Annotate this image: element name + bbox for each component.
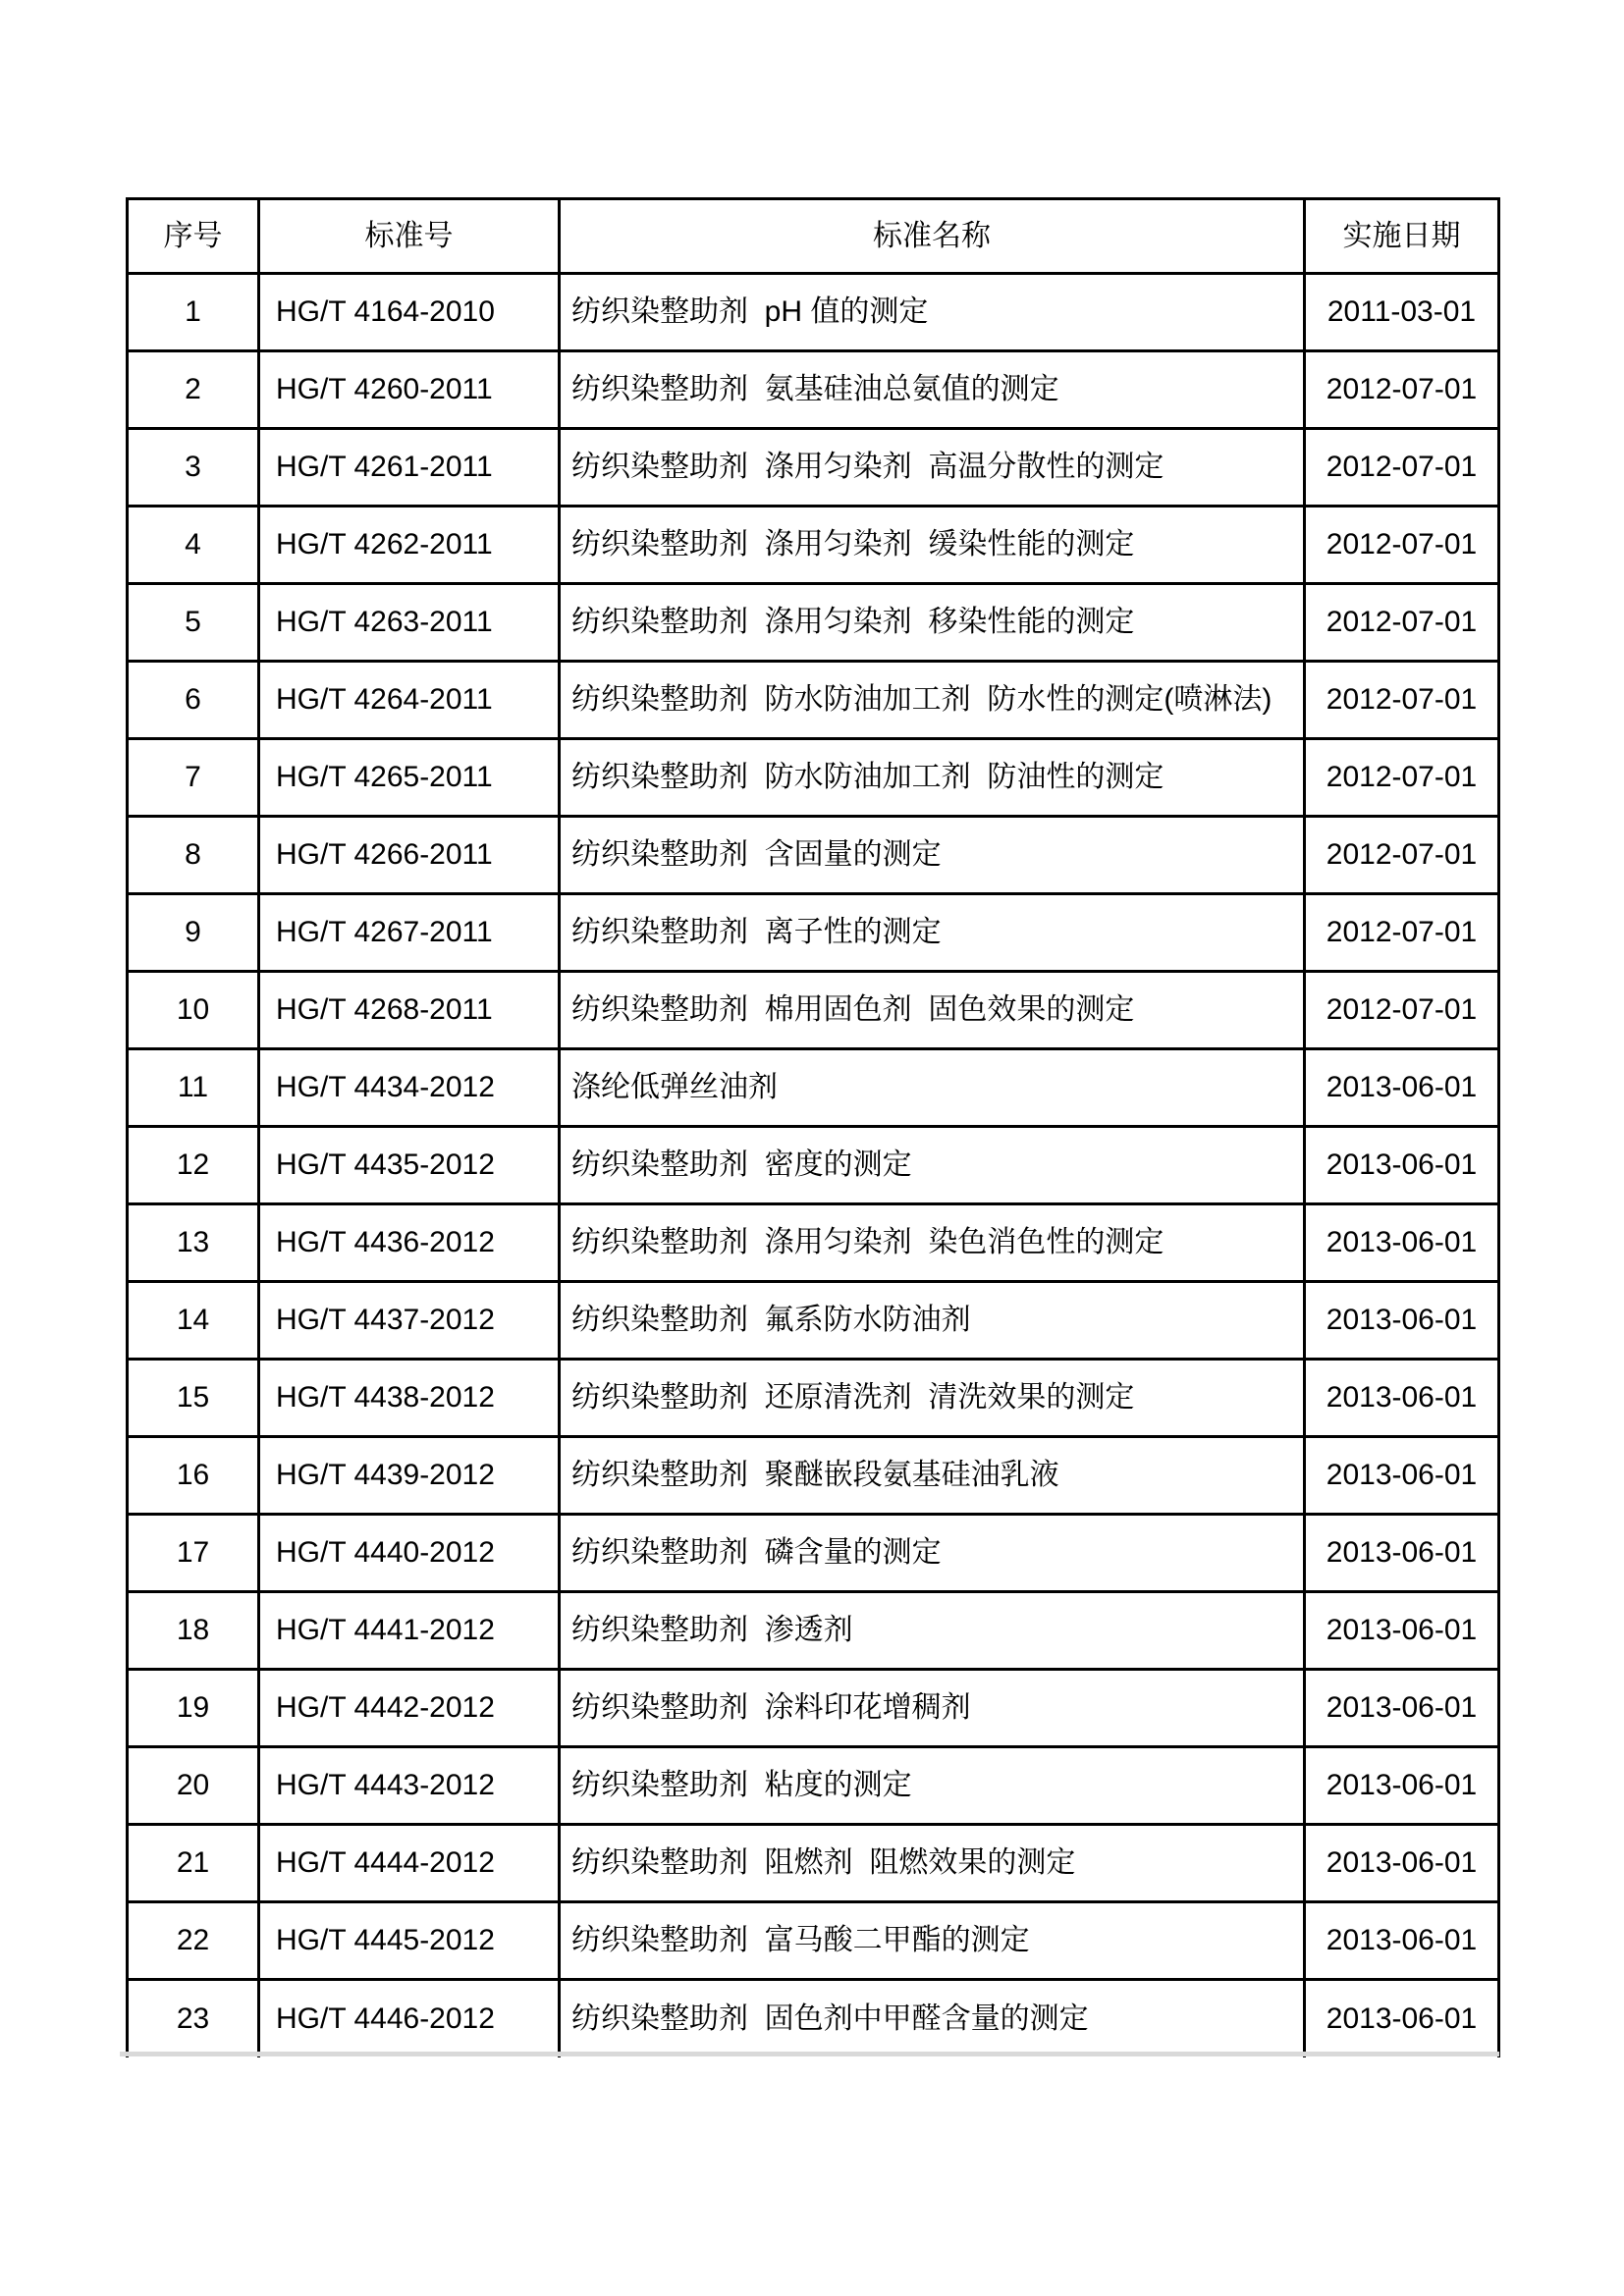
row-index-cell: 3 — [128, 429, 259, 507]
implementation-date-cell: 2011-03-01 — [1305, 274, 1499, 351]
table-row — [128, 817, 1499, 894]
standard-code-cell: HG/T 4434-2012 — [259, 1049, 560, 1127]
row-index-cell: 19 — [128, 1670, 259, 1747]
standard-name-cell: 纺织染整助剂 涤用匀染剂 缓染性能的测定 — [560, 507, 1305, 584]
standard-code-cell: HG/T 4267-2011 — [259, 894, 560, 972]
table-row — [128, 1049, 1499, 1127]
row-index-cell: 16 — [128, 1437, 259, 1515]
standard-name-cell: 纺织染整助剂 粘度的测定 — [560, 1747, 1305, 1825]
standard-name-cell: 纺织染整助剂 涤用匀染剂 高温分散性的测定 — [560, 429, 1305, 507]
row-index-cell: 23 — [128, 1980, 259, 2057]
implementation-date-cell: 2013-06-01 — [1305, 1049, 1499, 1127]
implementation-date-cell: 2012-07-01 — [1305, 972, 1499, 1049]
row-index-cell: 22 — [128, 1902, 259, 1980]
standards-table — [126, 197, 1500, 2057]
header-cell-implementation-date: 实施日期 — [1305, 199, 1499, 274]
standard-name-cell: 纺织染整助剂 磷含量的测定 — [560, 1515, 1305, 1592]
row-index-cell: 21 — [128, 1825, 259, 1902]
row-index-cell: 1 — [128, 274, 259, 351]
standard-name-cell: 纺织染整助剂 氨基硅油总氨值的测定 — [560, 351, 1305, 429]
implementation-date-cell: 2013-06-01 — [1305, 1437, 1499, 1515]
row-index-cell: 9 — [128, 894, 259, 972]
standard-code-cell: HG/T 4260-2011 — [259, 351, 560, 429]
table-row — [128, 507, 1499, 584]
standard-name-cell: 纺织染整助剂 密度的测定 — [560, 1127, 1305, 1204]
implementation-date-cell: 2013-06-01 — [1305, 1127, 1499, 1204]
row-index-cell: 5 — [128, 584, 259, 662]
table-cutoff-strip — [120, 2052, 1499, 2056]
standard-name-cell: 涤纶低弹丝油剂 — [560, 1049, 1305, 1127]
standard-name-cell: 纺织染整助剂 含固量的测定 — [560, 817, 1305, 894]
standard-name-cell: 纺织染整助剂 富马酸二甲酯的测定 — [560, 1902, 1305, 1980]
standard-name-cell: 纺织染整助剂 阻燃剂 阻燃效果的测定 — [560, 1825, 1305, 1902]
row-index-cell: 13 — [128, 1204, 259, 1282]
implementation-date-cell: 2012-07-01 — [1305, 351, 1499, 429]
standard-name-cell: 纺织染整助剂 聚醚嵌段氨基硅油乳液 — [560, 1437, 1305, 1515]
standard-code-cell: HG/T 4441-2012 — [259, 1592, 560, 1670]
table-row — [128, 1592, 1499, 1670]
row-index-cell: 7 — [128, 739, 259, 817]
table-row — [128, 894, 1499, 972]
standards-table-header — [128, 199, 1499, 274]
implementation-date-cell: 2013-06-01 — [1305, 1747, 1499, 1825]
implementation-date-cell: 2012-07-01 — [1305, 817, 1499, 894]
standard-code-cell: HG/T 4437-2012 — [259, 1282, 560, 1360]
standard-name-cell: 纺织染整助剂 防水防油加工剂 防水性的测定(喷淋法) — [560, 662, 1305, 739]
header-cell-standard-code: 标准号 — [259, 199, 560, 274]
implementation-date-cell: 2013-06-01 — [1305, 1515, 1499, 1592]
implementation-date-cell: 2013-06-01 — [1305, 1360, 1499, 1437]
standard-name-cell: 纺织染整助剂 固色剂中甲醛含量的测定 — [560, 1980, 1305, 2057]
implementation-date-cell: 2013-06-01 — [1305, 1902, 1499, 1980]
implementation-date-cell: 2013-06-01 — [1305, 1980, 1499, 2057]
implementation-date-cell: 2012-07-01 — [1305, 662, 1499, 739]
standard-code-cell: HG/T 4438-2012 — [259, 1360, 560, 1437]
table-row — [128, 429, 1499, 507]
implementation-date-cell: 2013-06-01 — [1305, 1592, 1499, 1670]
standard-name-cell: 纺织染整助剂 防水防油加工剂 防油性的测定 — [560, 739, 1305, 817]
standard-code-cell: HG/T 4446-2012 — [259, 1980, 560, 2057]
row-index-cell: 18 — [128, 1592, 259, 1670]
standard-code-cell: HG/T 4262-2011 — [259, 507, 560, 584]
table-row — [128, 662, 1499, 739]
table-row — [128, 1127, 1499, 1204]
standard-code-cell: HG/T 4445-2012 — [259, 1902, 560, 1980]
implementation-date-cell: 2013-06-01 — [1305, 1825, 1499, 1902]
row-index-cell: 14 — [128, 1282, 259, 1360]
standard-name-cell: 纺织染整助剂 氟系防水防油剂 — [560, 1282, 1305, 1360]
table-row — [128, 1902, 1499, 1980]
standard-code-cell: HG/T 4443-2012 — [259, 1747, 560, 1825]
table-row — [128, 274, 1499, 351]
table-row — [128, 739, 1499, 817]
standard-name-cell: 纺织染整助剂 棉用固色剂 固色效果的测定 — [560, 972, 1305, 1049]
table-row — [128, 1825, 1499, 1902]
standard-code-cell: HG/T 4439-2012 — [259, 1437, 560, 1515]
standard-name-cell: 纺织染整助剂 渗透剂 — [560, 1592, 1305, 1670]
table-row — [128, 1980, 1499, 2057]
table-row — [128, 1437, 1499, 1515]
standard-name-cell: 纺织染整助剂 pH 值的测定 — [560, 274, 1305, 351]
table-row — [128, 351, 1499, 429]
table-row — [128, 1282, 1499, 1360]
implementation-date-cell: 2013-06-01 — [1305, 1204, 1499, 1282]
row-index-cell: 20 — [128, 1747, 259, 1825]
standards-table-body — [128, 274, 1499, 2057]
row-index-cell: 17 — [128, 1515, 259, 1592]
standard-code-cell: HG/T 4268-2011 — [259, 972, 560, 1049]
header-cell-index: 序号 — [128, 199, 259, 274]
standard-code-cell: HG/T 4444-2012 — [259, 1825, 560, 1902]
table-row — [128, 1515, 1499, 1592]
standard-code-cell: HG/T 4261-2011 — [259, 429, 560, 507]
implementation-date-cell: 2012-07-01 — [1305, 894, 1499, 972]
standard-name-cell: 纺织染整助剂 还原清洗剂 清洗效果的测定 — [560, 1360, 1305, 1437]
standard-code-cell: HG/T 4265-2011 — [259, 739, 560, 817]
implementation-date-cell: 2013-06-01 — [1305, 1282, 1499, 1360]
header-row — [128, 199, 1499, 274]
row-index-cell: 2 — [128, 351, 259, 429]
row-index-cell: 11 — [128, 1049, 259, 1127]
table-row — [128, 972, 1499, 1049]
implementation-date-cell: 2012-07-01 — [1305, 739, 1499, 817]
row-index-cell: 4 — [128, 507, 259, 584]
standard-code-cell: HG/T 4266-2011 — [259, 817, 560, 894]
row-index-cell: 12 — [128, 1127, 259, 1204]
standard-name-cell: 纺织染整助剂 涂料印花增稠剂 — [560, 1670, 1305, 1747]
row-index-cell: 10 — [128, 972, 259, 1049]
implementation-date-cell: 2013-06-01 — [1305, 1670, 1499, 1747]
implementation-date-cell: 2012-07-01 — [1305, 507, 1499, 584]
table-row — [128, 1670, 1499, 1747]
standard-code-cell: HG/T 4436-2012 — [259, 1204, 560, 1282]
standard-code-cell: HG/T 4440-2012 — [259, 1515, 560, 1592]
standard-name-cell: 纺织染整助剂 涤用匀染剂 移染性能的测定 — [560, 584, 1305, 662]
table-row — [128, 1204, 1499, 1282]
implementation-date-cell: 2012-07-01 — [1305, 429, 1499, 507]
table-row — [128, 1747, 1499, 1825]
row-index-cell: 15 — [128, 1360, 259, 1437]
table-row — [128, 1360, 1499, 1437]
table-row — [128, 584, 1499, 662]
standard-code-cell: HG/T 4264-2011 — [259, 662, 560, 739]
standard-name-cell: 纺织染整助剂 涤用匀染剂 染色消色性的测定 — [560, 1204, 1305, 1282]
standard-code-cell: HG/T 4442-2012 — [259, 1670, 560, 1747]
standard-name-cell: 纺织染整助剂 离子性的测定 — [560, 894, 1305, 972]
header-cell-standard-name: 标准名称 — [560, 199, 1305, 274]
standard-code-cell: HG/T 4263-2011 — [259, 584, 560, 662]
implementation-date-cell: 2012-07-01 — [1305, 584, 1499, 662]
row-index-cell: 8 — [128, 817, 259, 894]
standard-code-cell: HG/T 4164-2010 — [259, 274, 560, 351]
standard-code-cell: HG/T 4435-2012 — [259, 1127, 560, 1204]
row-index-cell: 6 — [128, 662, 259, 739]
